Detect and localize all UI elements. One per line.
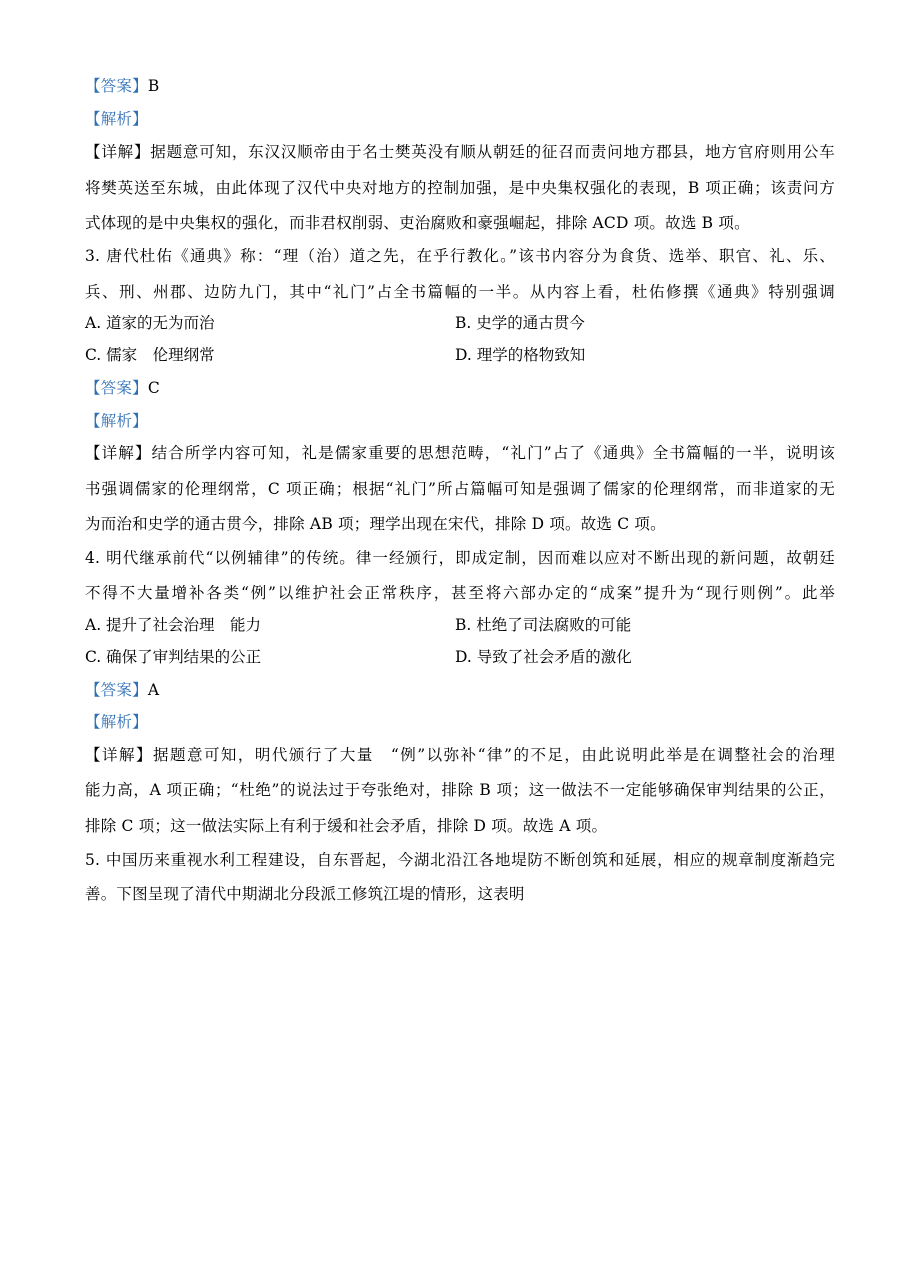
detail-line: 式体现的是中央集权的强化，而非君权削弱、吏治腐败和豪强崛起，排除 ACD 项。故选 B 项。 bbox=[85, 214, 750, 232]
detail-line bbox=[85, 443, 835, 463]
option-b: B. 史学的通古贯今 bbox=[455, 314, 585, 332]
option-b: B. 杜绝了司法腐败的可能 bbox=[455, 616, 632, 634]
question-stem-line: 兵、刑、州郡、边防九门，其中“礼门”占全书篇幅的一半。从内容上看，杜佑修撰《通典》特别强调 bbox=[85, 283, 835, 301]
answer-value: C bbox=[147, 379, 160, 397]
detail-tag: 【详解】 bbox=[85, 143, 151, 161]
question-stem-line: 3. 唐代杜佑《通典》称：“理（治）道之先，在乎行教化。”该书内容分为食货、选举、职官、礼、乐、 bbox=[85, 247, 835, 265]
detail-line bbox=[85, 745, 835, 765]
answer-tag: 【答案】 bbox=[85, 681, 148, 699]
option-c: C. 儒家 伦理纲常 bbox=[85, 346, 215, 364]
question-stem-line: 4. 明代继承前代“以例辅律”的传统。律一经颁行，即成定制，因而难以应对不断出现的新问题，故朝廷 bbox=[85, 549, 835, 567]
option-c: C. 确保了审判结果的公正 bbox=[85, 648, 262, 666]
detail-text: 结合所学内容可知，礼是儒家重要的思想范畴，“礼门”占了《通典》全书篇幅的一半，说明该 bbox=[151, 444, 835, 462]
answer-line bbox=[85, 680, 835, 700]
detail-line: 为而治和史学的通古贯今，排除 AB 项；理学出现在宋代，排除 D 项。故选 C 项。 bbox=[85, 515, 666, 533]
option-d: D. 导致了社会矛盾的激化 bbox=[455, 648, 632, 666]
detail-line: 排除 C 项；这一做法实际上有利于缓和社会矛盾，排除 D 项。故选 A 项。 bbox=[85, 817, 608, 835]
answer-line bbox=[85, 76, 835, 96]
detail-line: 书强调儒家的伦理纲常，C 项正确；根据“礼门”所占篇幅可知是强调了儒家的伦理纲常，而非道家的无 bbox=[85, 480, 835, 498]
answer-tag: 【答案】 bbox=[85, 379, 148, 397]
detail-tag: 【详解】 bbox=[85, 444, 152, 462]
answer-tag: 【答案】 bbox=[85, 77, 148, 95]
question-stem-line: 5. 中国历来重视水利工程建设，自东晋起，今湖北沿江各地堤防不断创筑和延展，相应的规章制度渐趋完 bbox=[85, 851, 835, 869]
detail-line bbox=[85, 142, 835, 162]
answer-line bbox=[85, 378, 835, 398]
option-a: A. 提升了社会治理 能力 bbox=[85, 616, 262, 634]
analysis-tag: 【解析】 bbox=[85, 713, 148, 731]
question-stem-line: 善。下图呈现了清代中期湖北分段派工修筑江堤的情形，这表明 bbox=[85, 885, 525, 903]
option-a: A. 道家的无为而治 bbox=[85, 314, 215, 332]
detail-line: 将樊英送至东城，由此体现了汉代中央对地方的控制加强，是中央集权强化的表现，B 项正确；该责问方 bbox=[85, 179, 835, 197]
question-stem-line: 不得不大量增补各类“例”以维护社会正常秩序，甚至将六部办定的“成案”提升为“现行则例”。此举 bbox=[85, 584, 835, 602]
detail-line: 能力高，A 项正确；“杜绝”的说法过于夸张绝对，排除 B 项；这一做法不一定能够确保审判结果的公正， bbox=[85, 781, 835, 799]
answer-value: A bbox=[147, 681, 160, 699]
analysis-tag: 【解析】 bbox=[85, 110, 148, 128]
detail-tag: 【详解】 bbox=[85, 746, 153, 764]
analysis-tag: 【解析】 bbox=[85, 412, 148, 430]
detail-text: 据题意可知，明代颁行了大量 “例”以弥补“律”的不足，由此说明此举是在调整社会的治理 bbox=[152, 746, 835, 764]
option-d: D. 理学的格物致知 bbox=[455, 346, 586, 364]
answer-value: B bbox=[147, 77, 160, 95]
detail-text: 据题意可知，东汉汉顺帝由于名士樊英没有顺从朝廷的征召而责问地方郡县，地方官府则用公车 bbox=[150, 143, 835, 161]
